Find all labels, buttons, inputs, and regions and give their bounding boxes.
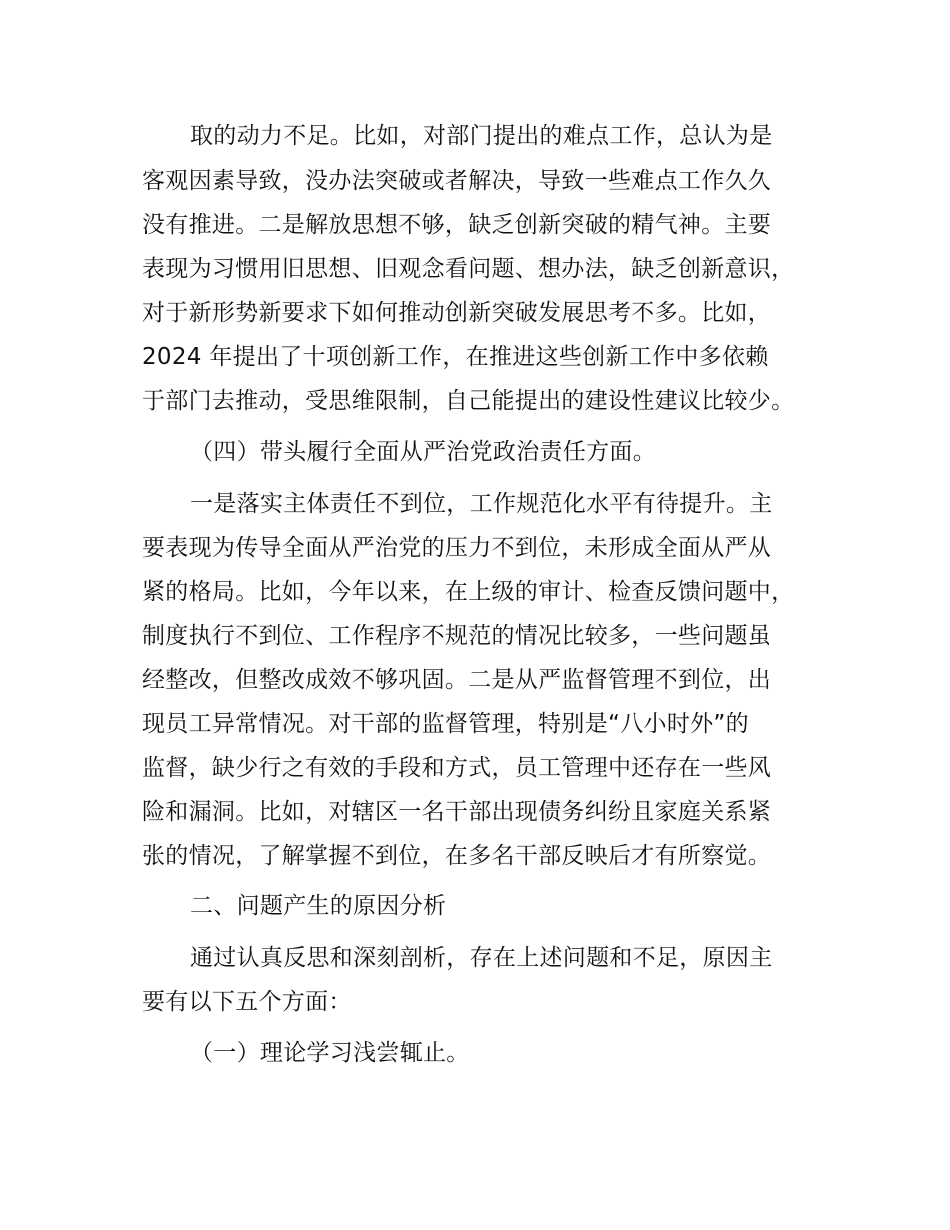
text-line-6: 2024 年提出了十项创新工作，在推进这些创新工作中多依赖	[142, 344, 769, 370]
text-line-19: 通过认真反思和深刻剖析，存在上述问题和不足，原因主	[190, 945, 773, 971]
text-line-1: 取的动力不足。比如，对部门提出的难点工作，总认为是	[190, 123, 773, 149]
subsection-heading-1: （一）理论学习浅尝辄止。	[190, 1040, 470, 1066]
text-line-14: 现员工异常情况。对干部的监督管理，特别是“八小时外”的	[142, 711, 749, 737]
text-line-20: 要有以下五个方面：	[142, 989, 352, 1015]
text-line-4: 表现为习惯用旧思想、旧观念看问题、想办法，缺乏创新意识，	[142, 256, 795, 282]
text-line-11: 紧的格局。比如，今年以来，在上级的审计、检查反馈问题中，	[142, 579, 795, 605]
text-line-10: 要表现为传导全面从严治党的压力不到位，未形成全面从严从	[142, 535, 772, 561]
text-line-2: 客观因素导致，没办法突破或者解决，导致一些难点工作久久	[142, 168, 772, 194]
text-line-9: 一是落实主体责任不到位，工作规范化水平有待提升。主	[190, 491, 773, 517]
text-line-15: 监督，缺少行之有效的手段和方式，员工管理中还存在一些风	[142, 755, 772, 781]
text-line-12: 制度执行不到位、工作程序不规范的情况比较多，一些问题虽	[142, 623, 772, 649]
text-line-7: 于部门去推动，受思维限制，自己能提出的建设性建议比较少。	[142, 388, 795, 414]
text-line-13: 经整改，但整改成效不够巩固。二是从严监督管理不到位，出	[142, 667, 772, 693]
section-heading-2: 二、问题产生的原因分析	[190, 893, 447, 919]
text-line-16: 险和漏洞。比如，对辖区一名干部出现债务纠纷且家庭关系紧	[142, 799, 772, 825]
text-line-5: 对于新形势新要求下如何推动创新突破发展思考不多。比如，	[142, 300, 772, 326]
text-line-17: 张的情况，了解掌握不到位，在多名干部反映后才有所察觉。	[142, 843, 772, 869]
section-heading-4: （四）带头履行全面从严治党政治责任方面。	[190, 439, 656, 465]
text-line-3: 没有推进。二是解放思想不够，缺乏创新突破的精气神。主要	[142, 212, 772, 238]
